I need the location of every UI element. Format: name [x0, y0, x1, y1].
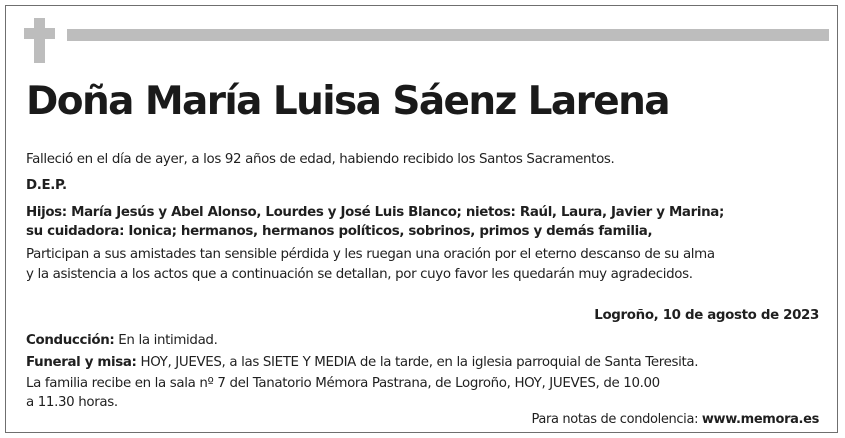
family-receives-line-2: a 11.30 horas. [26, 395, 118, 410]
header-rule [67, 29, 829, 41]
family-line-1: Hijos: María Jesús y Abel Alonso, Lourdes y José Luis Blanco; nietos: Raúl, Laura, Javier y Marina; [26, 205, 724, 220]
conduccion-line [26, 331, 218, 351]
cross-horizontal-bar [24, 28, 55, 39]
participation-line-2: y la asistencia a los actos que a continuación se detallan, por cuyo favor les quedarán muy agradecidos. [26, 267, 693, 282]
rip-text: D.E.P. [26, 178, 67, 193]
participation-line-1: Participan a sus amistades tan sensible pérdida y les ruegan una oración por el eterno descanso de su alma [26, 247, 715, 262]
condolence-link[interactable]: www.memora.es [701, 412, 819, 427]
condolence-line [531, 410, 819, 430]
conduccion-label: Conducción: [26, 333, 115, 348]
funeral-label: Funeral y misa: [26, 355, 137, 370]
conduccion-text: En la intimidad. [114, 333, 218, 348]
deceased-name: Doña María Luisa Sáenz Larena [26, 79, 669, 124]
family-line-2: su cuidadora: Ionica; hermanos, hermanos políticos, sobrinos, primos y demás familia, [26, 224, 653, 239]
place-date: Logroño, 10 de agosto de 2023 [594, 308, 819, 323]
funeral-line [26, 353, 698, 373]
death-notice: Falleció en el día de ayer, a los 92 años de edad, habiendo recibido los Santos Sacramentos. [26, 152, 615, 167]
cross-vertical-bar [34, 18, 45, 63]
family-receives-line-1: La familia recibe en la sala nº 7 del Tanatorio Mémora Pastrana, de Logroño, HOY, JUEVES, de 10.00 [26, 376, 660, 391]
condolence-label: Para notas de condolencia: [531, 412, 702, 427]
funeral-text: HOY, JUEVES, a las SIETE Y MEDIA de la tarde, en la iglesia parroquial de Santa Teresita. [136, 355, 699, 370]
